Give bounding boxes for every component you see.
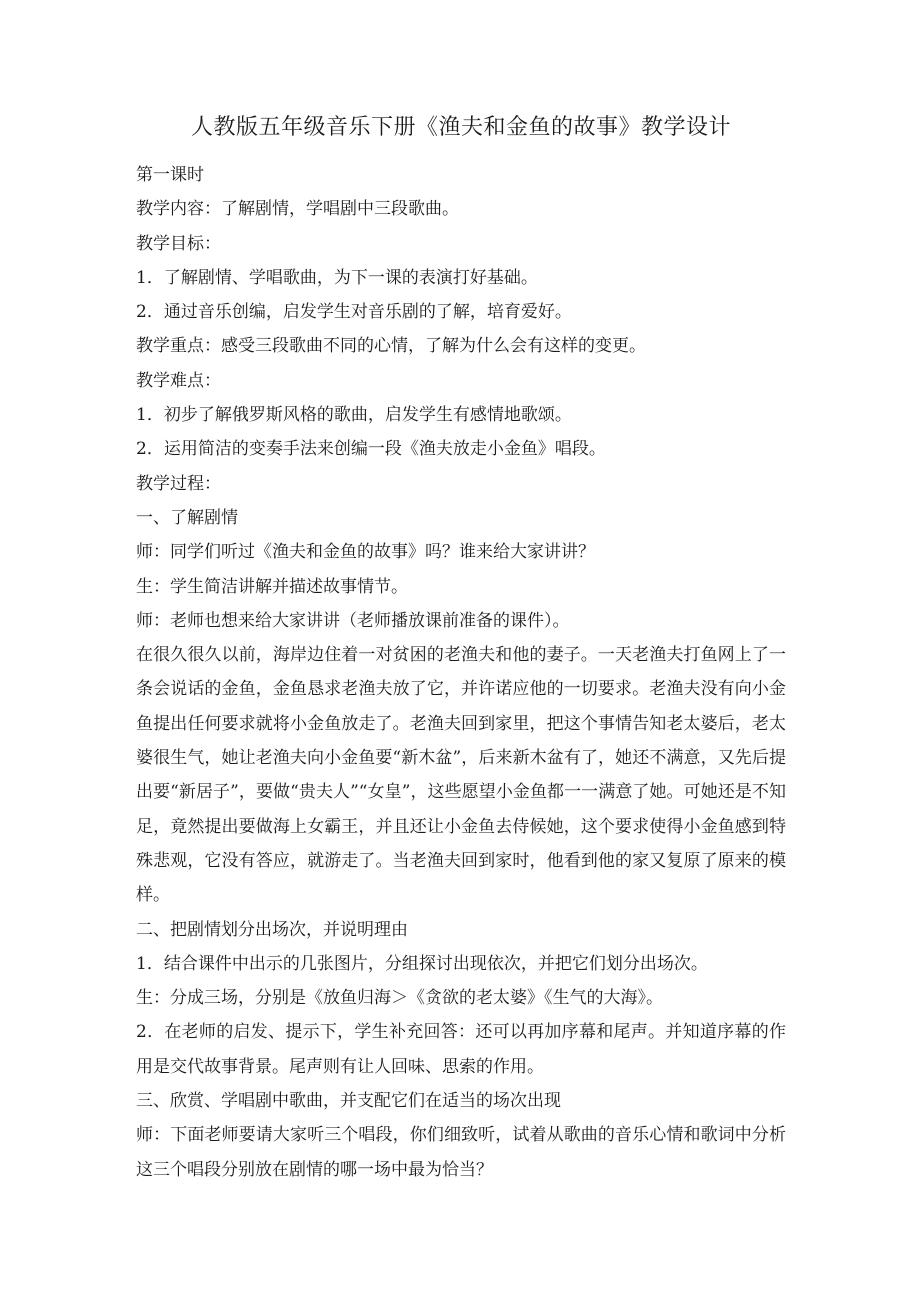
story-paragraph: 在很久很久以前，海岸边住着一对贫困的老渔夫和他的妻子。一天老渔夫打鱼网上了一条会说话的金鱼，金鱼恳求老渔夫放了它，并许诺应他的一切要求。老渔夫没有向小金鱼提出任何要求就将小金鱼放走了。老渔夫回到家里，把这个事情告知老太婆后，老太婆很生气，她让老渔夫向小金鱼要“新木盆”，后来新木盆有了，她还不满意，又先后提出要“新居子”，要做“贵夫人”“女皇”，这些愿望小金鱼都一一满意了她。可她还是不知足，竟然提出要做海上女霸王，并且还让小金鱼去侍候她，这个要求使得小金鱼感到特殊悲观，它没有答应，就游走了。当老渔夫回到家时，他看到他的家又复原了原来的模样。 (136, 645, 786, 906)
dialogue-line: 师：同学们听过《渔夫和金鱼的故事》吗？谁来给大家讲讲？ (136, 542, 595, 563)
document-page (136, 112, 786, 1187)
goal-item-2: 2．通过音乐创编，启发学生对音乐剧的了解，培育爱好。 (136, 302, 572, 323)
section-2-item-1: 1．结合课件中出示的几张图片，分组探讨出现依次，并把它们划分出场次。 (136, 953, 708, 974)
difficulty-item-2: 2．运用简洁的变奏手法来创编一段《渔夫放走小金鱼》唱段。 (136, 439, 606, 460)
section-3-heading: 三、欣赏、学唱剧中歌曲，并支配它们在适当的场次出现 (136, 1091, 561, 1112)
teaching-difficulty-heading: 教学难点： (136, 370, 221, 391)
difficulty-item-1: 1．初步了解俄罗斯风格的歌曲，启发学生有感情地歌颂。 (136, 405, 572, 426)
goal-item-1: 1．了解剧情、学唱歌曲，为下一课的表演打好基础。 (136, 267, 538, 288)
teaching-goals-heading: 教学目标： (136, 233, 221, 254)
dialogue-line: 生：学生简洁讲解并描述故事情节。 (136, 576, 408, 597)
section-2-item-2: 2．在老师的启发、提示下，学生补充回答：还可以再加序幕和尾声。并知道序幕的作用是交代故事背景。尾声则有让人回味、思索的作用。 (136, 1022, 786, 1077)
document-title: 人教版五年级音乐下册《渔夫和金鱼的故事》教学设计 (190, 115, 731, 140)
dialogue-line: 生：分成三场，分别是《放鱼归海＞《贪欲的老太婆》《生气的大海》。 (136, 988, 663, 1009)
section-2-heading: 二、把剧情划分出场次，并说明理由 (136, 919, 408, 940)
dialogue-line: 师：老师也想来给大家讲讲（老师播放课前准备的课件）。 (136, 610, 570, 631)
teaching-content: 教学内容：了解剧情，学唱剧中三段歌曲。 (136, 199, 459, 220)
section-1-heading: 一、了解剧情 (136, 507, 238, 528)
teaching-process-heading: 教学过程： (136, 473, 221, 494)
teacher-instruction-paragraph: 师：下面老师要请大家听三个唱段，你们细致听，试着从歌曲的音乐心情和歌词中分析这三个唱段分别放在剧情的哪一场中最为恰当？ (136, 1125, 786, 1180)
lesson-period: 第一课时 (136, 165, 204, 185)
teaching-key-point: 教学重点：感受三段歌曲不同的心情，了解为什么会有这样的变更。 (136, 336, 646, 357)
